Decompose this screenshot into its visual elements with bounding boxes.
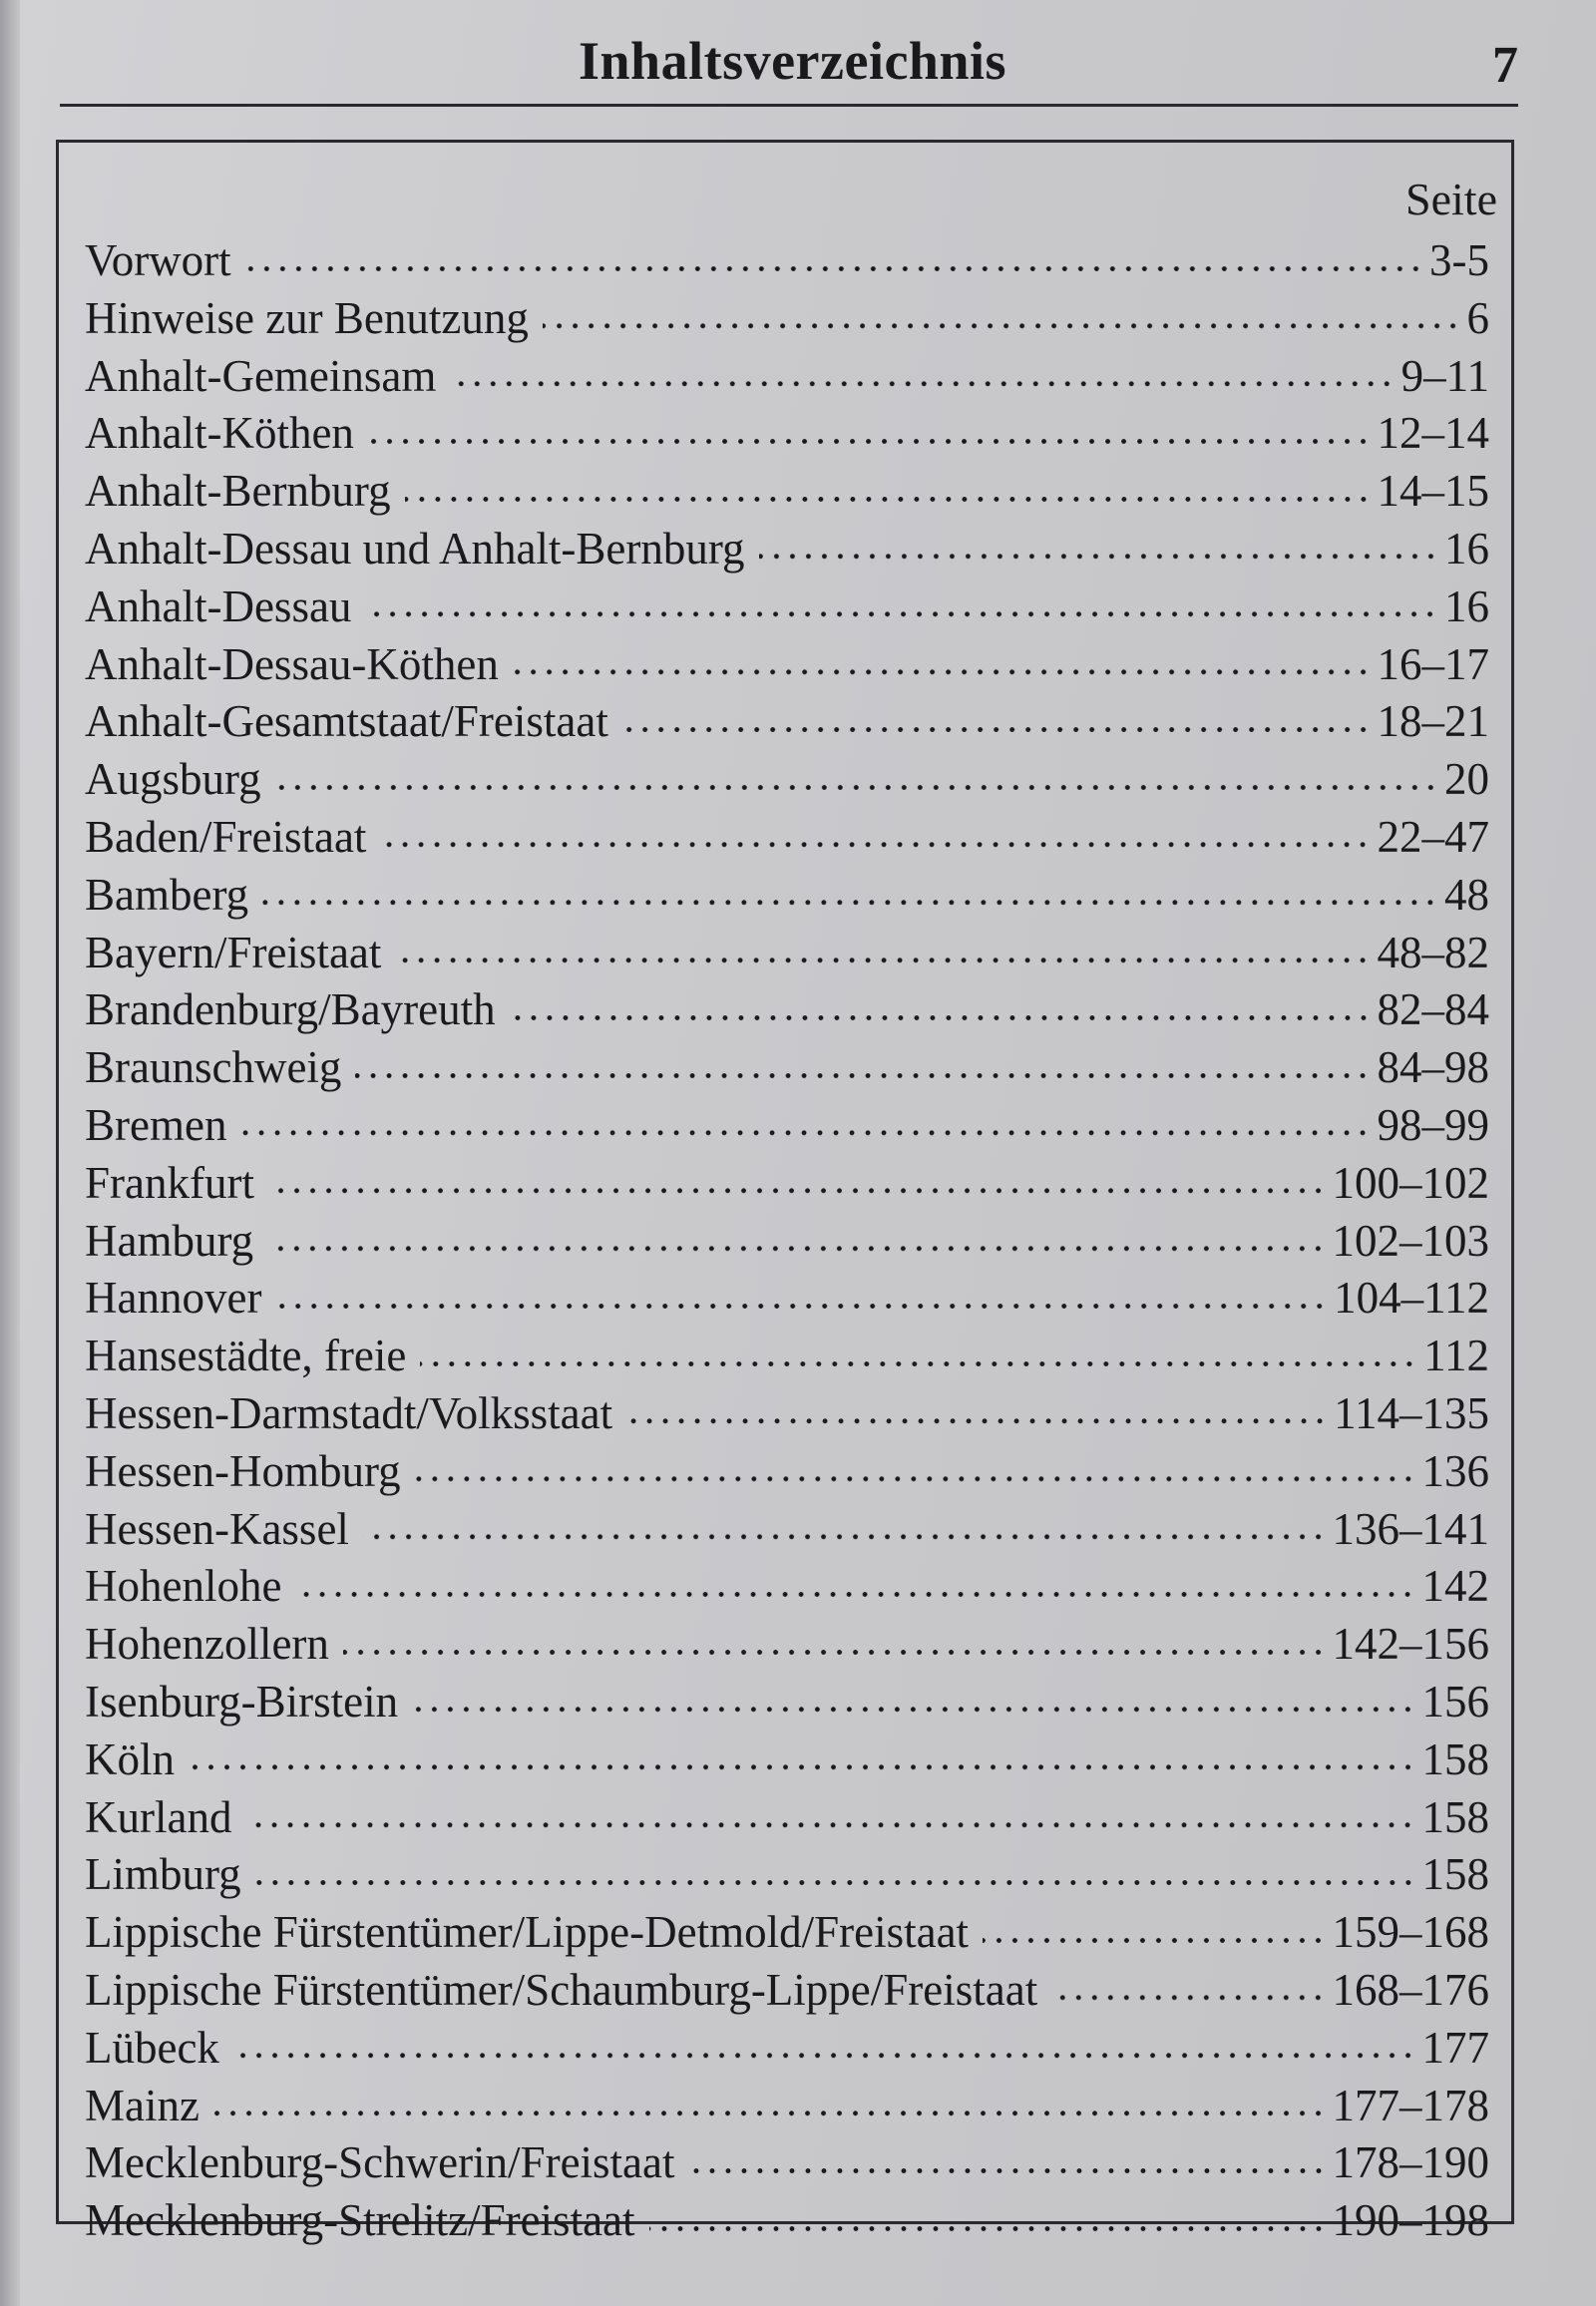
toc-entry-pages: 18–21 [1377,696,1489,747]
toc-entry [85,290,1489,348]
dot-leader [420,1357,1417,1371]
toc-entry-title: Frankfurt [85,1157,254,1208]
toc-entry [85,1270,1489,1328]
toc-entry-title: Braunschweig [85,1042,342,1093]
toc-entry-pages: 136–141 [1332,1503,1489,1554]
dot-leader [245,262,1423,276]
toc-entry [85,981,1489,1039]
toc-entry [85,348,1489,406]
toc-entry-pages: 9–11 [1400,350,1489,401]
toc-entry [85,2134,1489,2192]
dot-leader [368,435,1372,449]
page-gutter [0,0,20,2306]
toc-entry [85,636,1489,694]
toc-entry-title: Anhalt-Dessau und Anhalt-Bernburg [85,523,745,574]
toc-entry-pages: 142–156 [1332,1619,1489,1670]
toc-entry-pages: 16 [1444,523,1489,574]
toc-entry [85,521,1489,578]
toc-entry-title: Anhalt-Köthen [85,408,354,459]
page-title: Inhaltsverzeichnis [579,31,1007,91]
page-number: 7 [1492,37,1518,94]
toc-entry [85,1674,1489,1731]
dot-leader [365,607,1438,621]
dot-leader [622,723,1372,737]
toc-entry-pages: 112 [1423,1331,1489,1381]
toc-entry-title: Anhalt-Dessau [85,580,352,631]
dot-leader [983,1934,1326,1948]
toc-entry-title: Baden/Freistaat [85,811,367,862]
toc-entry-pages: 12–14 [1377,408,1489,459]
page-column-header: Seite [1405,174,1497,224]
toc-entry [85,1385,1489,1443]
toc-entry [85,751,1489,809]
toc-entry [85,1616,1489,1674]
toc-entry-title: Anhalt-Bernburg [85,466,391,517]
toc-entry [85,463,1489,521]
toc-entry [85,1558,1489,1616]
toc-entry [85,1501,1489,1559]
toc-entry-pages: 136 [1421,1445,1489,1496]
toc-entry-title: Augsburg [85,754,261,805]
toc-entry-title: Anhalt-Gesamtstaat/Freistaat [85,696,608,747]
toc-entry [85,2020,1489,2078]
toc-entry [85,578,1489,636]
toc-entry-pages: 158 [1421,1849,1489,1900]
toc-entry [85,232,1489,290]
toc-entry-title: Anhalt-Gemeinsam [85,350,437,401]
toc-entry-title: Limburg [85,1849,241,1900]
toc-entry-pages: 84–98 [1377,1042,1489,1093]
toc-entry [85,1789,1489,1847]
dot-leader [255,1876,1416,1890]
dot-leader [626,1414,1328,1428]
toc-entry-title: Kurland [85,1791,232,1842]
dot-leader [395,954,1371,967]
toc-entry-title: Hessen-Kassel [85,1503,349,1554]
toc-entry-pages: 168–176 [1332,1964,1489,2015]
toc-entry-title: Bamberg [85,869,249,920]
dot-leader [267,1242,1326,1256]
toc-entry [85,1904,1489,1962]
running-header [60,22,1518,107]
dot-leader [189,1760,1416,1774]
toc-entry-pages: 3-5 [1429,235,1489,285]
toc-entry-pages: 102–103 [1332,1215,1489,1266]
dot-leader [543,319,1461,333]
toc-entry-pages: 156 [1421,1676,1489,1727]
toc-entry-title: Bremen [85,1099,227,1150]
dot-leader [415,1472,1416,1486]
toc-entry-pages: 178–190 [1332,2137,1489,2188]
toc-entry-pages: 114–135 [1334,1387,1489,1438]
dot-leader [380,838,1371,852]
toc-entry-pages: 177 [1421,2022,1489,2073]
dot-leader [233,2049,1416,2063]
toc-entry-pages: 14–15 [1377,466,1489,517]
toc-entry-pages: 177–178 [1332,2080,1489,2130]
toc-entry-pages: 159–168 [1332,1907,1489,1958]
toc-entry [85,1731,1489,1789]
toc-entry-pages: 190–198 [1332,2195,1489,2246]
dot-leader [262,896,1438,910]
dot-leader [689,2164,1327,2178]
dot-leader [513,665,1372,679]
toc-entry-title: Hessen-Homburg [85,1445,401,1496]
dot-leader [213,2107,1327,2120]
toc-entry-title: Hinweise zur Benutzung [85,292,529,343]
toc-entry-pages: 6 [1466,292,1489,343]
dot-leader [268,1184,1327,1198]
toc-entry [85,693,1489,751]
toc-entry-pages: 158 [1421,1733,1489,1784]
dot-leader [343,1646,1327,1660]
toc-entry [85,1328,1489,1385]
toc-entry-pages: 104–112 [1334,1273,1489,1324]
dot-leader [275,781,1438,795]
dot-leader [355,1069,1371,1083]
toc-entry [85,1846,1489,1904]
dot-leader [649,2222,1327,2236]
toc-entry-title: Hansestädte, freie [85,1331,407,1381]
toc-entry-pages: 158 [1421,1791,1489,1842]
toc-entry [85,1097,1489,1155]
toc-entry [85,405,1489,463]
toc-entry [85,2192,1489,2250]
dot-leader [759,550,1438,564]
toc-entry-title: Hamburg [85,1215,254,1266]
toc-entry [85,1039,1489,1097]
toc-entry [85,1962,1489,2020]
dot-leader [405,493,1372,507]
dot-leader [275,1300,1328,1314]
toc-entry-title: Bayern/Freistaat [85,927,382,977]
toc-entry [85,2078,1489,2135]
toc-entry-title: Hannover [85,1273,262,1324]
dot-leader [240,1126,1371,1140]
toc-entry-title: Isenburg-Birstein [85,1676,399,1727]
toc-entry-pages: 16–17 [1377,638,1489,689]
toc-entry-pages: 22–47 [1377,811,1489,862]
toc-entry-title: Hohenzollern [85,1619,329,1670]
toc-entry-title: Köln [85,1733,175,1784]
toc-entry-title: Hohenlohe [85,1561,282,1612]
toc-entry-title: Vorwort [85,235,231,285]
toc-entry [85,925,1489,982]
dot-leader [510,1011,1372,1025]
dot-leader [450,377,1395,391]
toc-entry-pages: 100–102 [1332,1157,1489,1208]
toc-entry [85,1213,1489,1271]
toc-entry [85,1155,1489,1213]
toc-entry-pages: 20 [1444,754,1489,805]
toc-entry-title: Mainz [85,2080,200,2130]
toc-entry-title: Lübeck [85,2022,219,2073]
toc-entry-pages: 16 [1444,580,1489,631]
toc-entry-title: Anhalt-Dessau-Köthen [85,638,499,689]
toc-entry-title: Lippische Fürstentümer/Lippe-Detmold/Freistaat [85,1907,970,1958]
toc-entry-pages: 48–82 [1377,927,1489,977]
toc-entry-pages: 142 [1421,1561,1489,1612]
toc-entry-pages: 82–84 [1377,984,1489,1035]
toc-entry-title: Mecklenburg-Schwerin/Freistaat [85,2137,675,2188]
toc-entry [85,867,1489,925]
dot-leader [363,1530,1327,1544]
toc-entry [85,809,1489,867]
toc-list [85,232,1489,2250]
toc-entry-pages: 48 [1444,869,1489,920]
dot-leader [245,1818,1415,1832]
table-of-contents [56,140,1514,2246]
toc-entry [85,1443,1489,1501]
toc-entry-title: Brandenburg/Bayreuth [85,984,496,1035]
toc-entry-title: Mecklenburg-Strelitz/Freistaat [85,2195,635,2246]
dot-leader [1051,1991,1326,2005]
toc-entry-title: Lippische Fürstentümer/Schaumburg-Lippe/Freistaat [85,1964,1038,2015]
dot-leader [295,1588,1415,1602]
toc-entry-pages: 98–99 [1377,1099,1489,1150]
dot-leader [412,1703,1415,1717]
toc-entry-title: Hessen-Darmstadt/Volksstaat [85,1387,613,1438]
